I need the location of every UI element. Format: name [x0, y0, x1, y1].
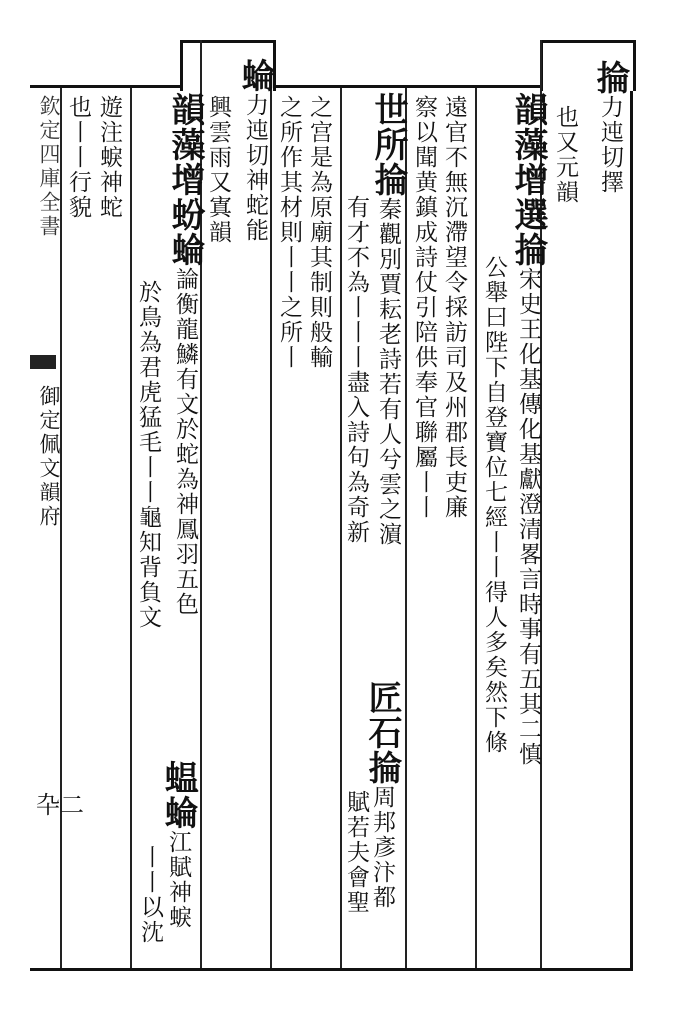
- annotation: 江賦神蜧: [165, 830, 191, 930]
- annotation: 力迍切擇: [597, 95, 623, 195]
- text-column: 也又元韻: [552, 105, 578, 205]
- text-column: [165, 92, 205, 617]
- text-column: [235, 58, 275, 243]
- text-column: 之宫是為原廟其制則般輸: [306, 95, 332, 370]
- headword: 韻藻增選掄: [508, 92, 548, 267]
- text-column: 之所作其材則丨丨之所丨: [276, 95, 302, 370]
- column-rule: [130, 88, 132, 968]
- text-column: 遊注蜧神蛇: [96, 95, 122, 220]
- headword: 掄: [590, 60, 630, 95]
- spine-title: 御定佩文韻府: [37, 385, 61, 529]
- text-column: [508, 92, 548, 767]
- annotation: 力迍切神蛇能: [242, 93, 268, 243]
- text-column: 有才不為丨丨丨盡入詩句為奇新: [343, 195, 369, 545]
- annotation: 秦觀別賈耘老詩若有人兮雲之濵: [375, 197, 401, 547]
- text-column: 察以聞黄鎮成詩仗引陪供奉官聯屬丨丨: [411, 95, 437, 520]
- text-column: 興雲雨又寘韻: [205, 95, 231, 245]
- text-column: 於鳥為君虎猛毛丨丨龜知背負文: [135, 280, 161, 630]
- headword: 世所掄: [368, 92, 408, 197]
- text-column: 遠官不無沉滯望令採訪司及州郡長吏廉: [441, 95, 467, 520]
- text-column: [368, 92, 408, 547]
- annotation: 宋史王化基傳化基獻澄清畧言時事有五其二慎: [515, 267, 541, 767]
- headword: 韻藻增蚡蜦: [165, 92, 205, 267]
- headword: 匠石掄: [362, 680, 402, 785]
- annotation: 周邦彥汴都: [369, 785, 395, 910]
- text-column: [158, 760, 198, 930]
- text-column: 也丨丨行貌: [65, 95, 91, 220]
- text-column: 丨丨以沈: [137, 845, 163, 945]
- marginal-book-title: 欽定四庫全書: [37, 95, 61, 239]
- headword: 蜦: [235, 58, 275, 93]
- bottom-border: [30, 968, 633, 971]
- headword: 蝹蜦: [158, 760, 198, 830]
- text-column: 賦若夫會聖: [343, 790, 369, 915]
- fishtail-mark: [30, 355, 56, 369]
- column-rule: [475, 88, 477, 968]
- annotation: 論衡龍鱗有文於蛇為神鳳羽五色: [172, 267, 198, 617]
- text-column: 公舉曰陛下自登寶位七經丨丨得人多矣然下條: [481, 255, 507, 755]
- text-column: [590, 60, 630, 195]
- page-number: 卆二: [36, 791, 84, 819]
